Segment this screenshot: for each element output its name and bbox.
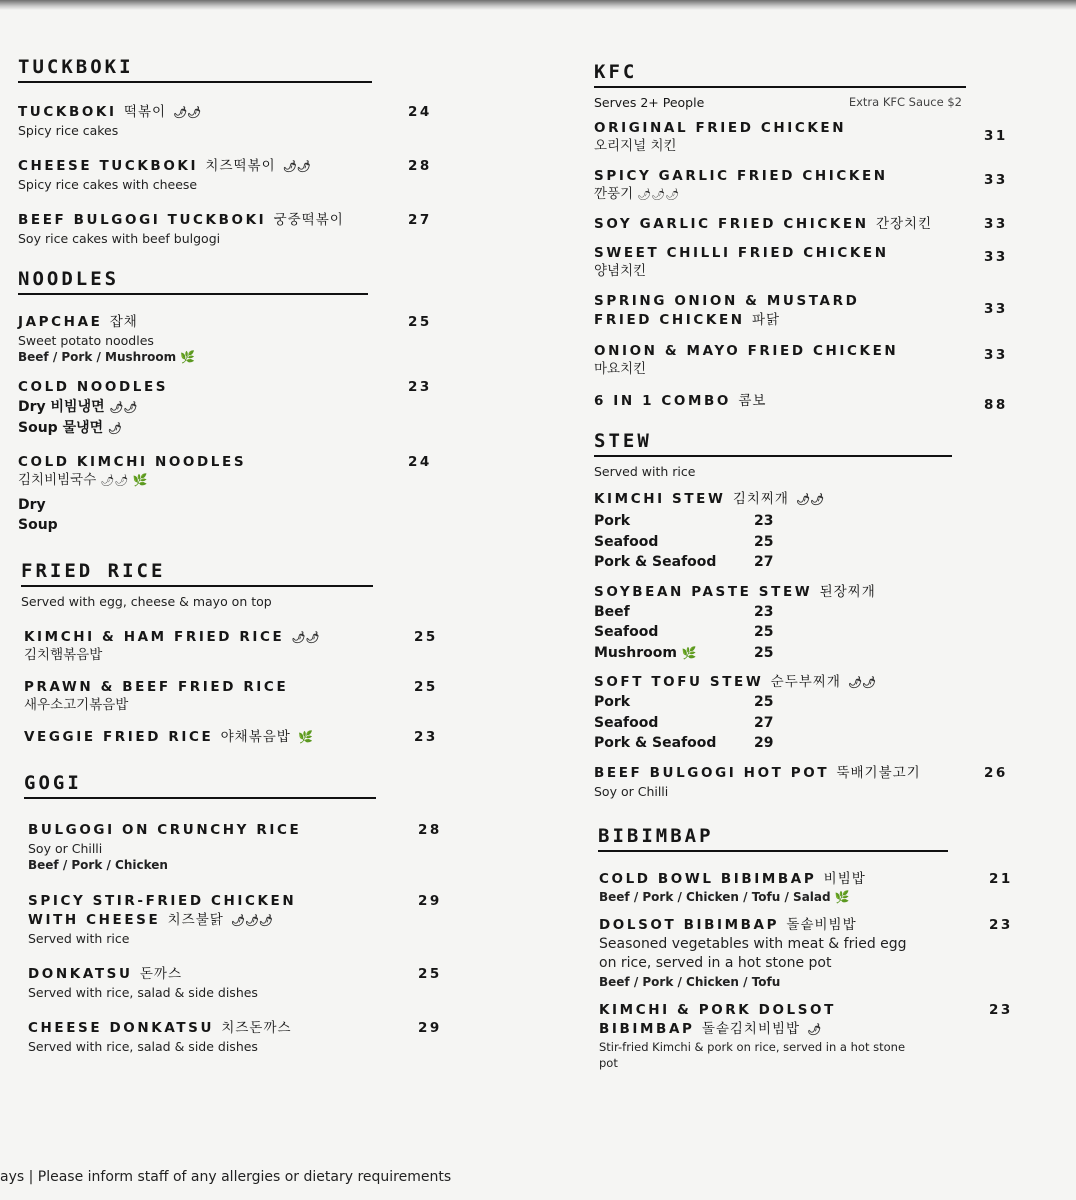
variant-price: 25 <box>754 624 774 640</box>
item-korean-name: 양념치킨 <box>594 263 647 279</box>
item-name-line2: BIBIMBAP <box>599 1020 695 1037</box>
variant-row <box>594 511 1024 532</box>
item-korean-name: 오리지널 치킨 <box>594 138 677 154</box>
item-variant: Dry <box>18 497 46 513</box>
menu-item <box>594 342 1024 378</box>
item-korean-name: 궁중떡볶이 <box>273 212 344 228</box>
item-korean-name: 간장치킨 <box>875 216 933 232</box>
item-name: SWEET CHILLI FRIED CHICKEN <box>594 245 889 261</box>
section-divider <box>18 293 368 295</box>
item-description: Served with rice <box>28 931 130 946</box>
chilli-icon: 🌶🌶 <box>291 631 320 644</box>
item-price: 28 <box>418 822 442 838</box>
noodles-items <box>18 313 448 535</box>
item-description: Served with rice, salad & side dishes <box>28 985 258 1000</box>
section-tuckboki <box>18 55 372 83</box>
chilli-icon: 🌶🌶 <box>796 493 825 506</box>
variant-label: Pork & Seafood <box>594 554 717 570</box>
section-title: STEW <box>594 430 652 452</box>
item-options: Beef / Pork / Mushroom <box>18 350 177 364</box>
item-price: 25 <box>414 679 438 695</box>
menu-item <box>18 157 448 193</box>
menu-item <box>18 103 448 139</box>
item-price: 23 <box>408 379 432 395</box>
variant-label: Mushroom <box>594 644 677 661</box>
item-korean-name: 야채볶음밥 <box>220 729 291 745</box>
variant-price: 27 <box>754 554 774 570</box>
menu-item <box>594 583 1024 664</box>
item-name: ORIGINAL FRIED CHICKEN <box>594 120 847 136</box>
item-korean-name: 떡볶이 <box>123 104 167 120</box>
item-name: KIMCHI & PORK DOLSOT <box>599 1001 836 1018</box>
item-description: Served with rice, salad & side dishes <box>28 1039 258 1054</box>
fried-rice-items <box>24 628 454 747</box>
item-description: Soy rice cakes with beef bulgogi <box>18 231 221 246</box>
item-name: TUCKBOKI <box>18 104 117 120</box>
section-note: Served with egg, cheese & mayo on top <box>21 594 272 609</box>
menu-item <box>594 244 1024 280</box>
item-name: DOLSOT BIBIMBAP <box>599 916 780 933</box>
variant-row <box>594 733 1024 754</box>
variant-row <box>594 692 1024 713</box>
menu-right-column <box>594 60 1034 1071</box>
menu-item <box>28 892 458 947</box>
item-name-line2: FRIED CHICKEN <box>594 312 745 328</box>
section-stew <box>594 429 952 480</box>
item-korean-name: 비빔밥 <box>823 870 866 887</box>
vegetarian-leaf-icon: 🌿 <box>681 645 697 660</box>
menu-item <box>594 673 1024 754</box>
item-description: Spicy rice cakes with cheese <box>18 177 198 192</box>
item-name: 6 IN 1 COMBO <box>594 393 731 409</box>
menu-item <box>28 821 458 874</box>
menu-item <box>28 965 458 1001</box>
chilli-icon: 🌶🌶 <box>173 106 202 119</box>
item-price: 25 <box>414 629 438 645</box>
menu-item <box>18 378 448 439</box>
menu-item <box>594 292 1024 330</box>
menu-item <box>18 453 448 535</box>
item-price: 21 <box>989 870 1013 887</box>
extra-sauce-note: Extra KFC Sauce $2 <box>848 95 962 109</box>
variant-price: 25 <box>754 694 774 710</box>
menu-left-column <box>18 55 458 1055</box>
menu-item <box>24 628 454 664</box>
item-name: SOY GARLIC FRIED CHICKEN <box>594 216 869 232</box>
variant-row <box>594 602 1024 623</box>
chilli-icon: 🌶🌶 <box>848 676 877 689</box>
chilli-icon: 🌶 <box>108 422 122 435</box>
serves-note: Serves 2+ People <box>594 95 705 110</box>
item-name: BEEF BULGOGI TUCKBOKI <box>18 212 267 228</box>
item-price: 26 <box>984 764 1008 781</box>
menu-item <box>18 211 448 247</box>
item-price: 25 <box>408 314 432 330</box>
item-name: COLD NOODLES <box>18 379 169 395</box>
item-name: COLD KIMCHI NOODLES <box>18 454 247 470</box>
variant-label: Pork <box>594 694 631 710</box>
item-description: Spicy rice cakes <box>18 123 119 138</box>
item-options: Beef / Pork / Chicken / Tofu / Salad <box>599 889 831 904</box>
item-price: 33 <box>984 216 1008 232</box>
item-korean-name: 새우소고기볶음밥 <box>24 697 129 713</box>
section-title: TUCKBOKI <box>18 56 134 78</box>
item-korean-name: 순두부찌개 <box>770 674 841 690</box>
menu-item <box>594 764 1024 800</box>
item-name: BULGOGI ON CRUNCHY RICE <box>28 822 302 838</box>
item-korean-name: 돌솥비빔밥 <box>786 916 857 933</box>
section-title: KFC <box>594 61 638 83</box>
item-price: 23 <box>989 1001 1013 1018</box>
section-divider <box>18 81 372 83</box>
section-divider <box>21 585 373 587</box>
chilli-icon: 🌶🌶 <box>100 474 129 487</box>
menu-item <box>594 215 1024 234</box>
item-name-line2: WITH CHEESE <box>28 912 161 928</box>
item-description: Sweet potato noodles <box>18 333 154 348</box>
item-name: BEEF BULGOGI HOT POT <box>594 764 830 781</box>
menu-item <box>18 313 448 366</box>
item-price: 33 <box>984 249 1008 265</box>
item-price: 24 <box>408 104 432 120</box>
item-korean-name: 돈까스 <box>139 966 182 982</box>
item-name: SPRING ONION & MUSTARD <box>594 293 860 309</box>
item-korean-name: 마요치킨 <box>594 361 647 377</box>
item-name: SOYBEAN PASTE STEW <box>594 583 813 600</box>
item-price: 31 <box>984 128 1008 144</box>
item-name: SPICY STIR-FRIED CHICKEN <box>28 893 297 909</box>
gogi-items <box>28 821 458 1055</box>
item-description: Stir-fried Kimchi & pork on rice, served in a hot stone pot <box>599 1039 906 1070</box>
item-options: Beef / Pork / Chicken <box>28 858 168 872</box>
item-description: Seasoned vegetables with meat & fried egg on rice, served in a hot stone pot <box>599 935 907 971</box>
item-variant: Dry 비빔냉면 <box>18 399 105 415</box>
section-gogi <box>24 771 376 799</box>
variant-price: 23 <box>754 513 774 529</box>
item-name: COLD BOWL BIBIMBAP <box>599 870 817 887</box>
item-korean-name: 파닭 <box>752 312 781 328</box>
item-korean-name: 치즈돈까스 <box>221 1020 292 1036</box>
variant-label: Seafood <box>594 714 659 731</box>
item-korean-name: 콤보 <box>738 393 767 409</box>
item-description: Soy or Chilli <box>594 783 669 799</box>
menu-item <box>599 870 1029 906</box>
vegetarian-leaf-icon: 🌿 <box>180 350 196 364</box>
item-price: 88 <box>984 397 1008 413</box>
vegetarian-leaf-icon: 🌿 <box>834 889 850 904</box>
item-name: DONKATSU <box>28 966 133 982</box>
item-name: SOFT TOFU STEW <box>594 674 764 690</box>
kfc-note <box>594 94 962 111</box>
variant-label: Pork <box>594 513 631 529</box>
section-title: BIBIMBAP <box>598 824 714 847</box>
section-fried-rice <box>21 559 373 610</box>
item-korean-name: 치즈불닭 <box>167 912 224 928</box>
item-price: 24 <box>408 454 432 470</box>
variant-row <box>594 622 1024 643</box>
section-title: NOODLES <box>18 268 120 290</box>
section-divider <box>598 850 948 852</box>
item-variant: Soup 물냉면 <box>18 420 104 436</box>
menu-item <box>599 1001 1029 1071</box>
section-bibimbap <box>598 824 948 852</box>
item-name: CHEESE DONKATSU <box>28 1020 215 1036</box>
item-korean-name: 잡채 <box>109 314 138 330</box>
menu-item <box>28 1019 458 1055</box>
menu-item <box>594 167 1024 203</box>
item-name: KIMCHI & HAM FRIED RICE <box>24 629 285 645</box>
section-divider <box>594 455 952 457</box>
item-price: 25 <box>418 966 442 982</box>
section-divider <box>594 86 966 88</box>
menu-item <box>594 490 1024 573</box>
variant-price: 29 <box>754 735 774 751</box>
item-options: Beef / Pork / Chicken / Tofu <box>599 974 781 989</box>
item-korean-name: 깐풍기 <box>594 186 634 202</box>
variant-label: Seafood <box>594 533 659 550</box>
menu-item <box>594 392 1024 411</box>
item-price: 29 <box>418 893 442 909</box>
item-korean-name: 치즈떡볶이 <box>205 158 276 174</box>
section-note: Served with rice <box>594 464 696 479</box>
menu-top-edge <box>0 0 1076 10</box>
variant-label: Beef <box>594 603 630 620</box>
menu-item <box>24 678 454 714</box>
item-price: 23 <box>989 916 1013 933</box>
item-name: SPICY GARLIC FRIED CHICKEN <box>594 168 888 184</box>
section-divider <box>24 797 376 799</box>
item-korean-name: 김치비빔국수 <box>18 472 97 488</box>
vegetarian-leaf-icon: 🌿 <box>132 473 148 487</box>
item-name: CHEESE TUCKBOKI <box>18 158 199 174</box>
vegetarian-leaf-icon: 🌿 <box>298 730 316 744</box>
item-price: 33 <box>984 172 1008 188</box>
variant-label: Seafood <box>594 624 659 640</box>
item-name: PRAWN & BEEF FRIED RICE <box>24 679 289 695</box>
menu-item <box>24 728 454 747</box>
allergy-footer-note: ays | Please inform staff of any allergies or dietary requirements <box>0 1169 452 1185</box>
item-name: ONION & MAYO FRIED CHICKEN <box>594 343 899 359</box>
variant-row <box>594 552 1024 573</box>
item-price: 27 <box>408 212 432 228</box>
variant-price: 23 <box>754 603 774 620</box>
menu-item <box>594 119 1024 155</box>
variant-row <box>594 643 1024 664</box>
variant-row <box>594 532 1024 553</box>
item-name: JAPCHAE <box>18 314 103 330</box>
item-price: 33 <box>984 301 1008 317</box>
item-description: Soy or Chilli <box>28 841 103 856</box>
chilli-icon: 🌶🌶🌶 <box>231 914 274 927</box>
stew-items <box>594 490 1024 800</box>
bibimbap-items <box>599 870 1029 1071</box>
chilli-icon: 🌶🌶 <box>109 401 138 414</box>
item-korean-name: 김치찌개 <box>732 491 789 507</box>
chilli-icon: 🌶🌶 <box>282 160 311 173</box>
menu-item <box>599 916 1029 991</box>
item-price: 23 <box>414 729 438 745</box>
variant-price: 27 <box>754 714 774 731</box>
variant-label: Pork & Seafood <box>594 735 717 751</box>
section-noodles <box>18 267 368 295</box>
variant-price: 25 <box>754 533 774 550</box>
section-title: GOGI <box>24 772 82 794</box>
item-variant: Soup <box>18 517 58 533</box>
section-title: FRIED RICE <box>21 560 166 582</box>
item-price: 28 <box>408 158 432 174</box>
chilli-icon: 🌶 <box>807 1022 822 1036</box>
item-korean-name: 돌솥김치비빔밥 <box>701 1020 801 1037</box>
variant-price: 25 <box>754 644 774 661</box>
item-name: KIMCHI STEW <box>594 491 726 507</box>
chilli-icon: 🌶🌶🌶 <box>637 188 680 201</box>
item-name: VEGGIE FRIED RICE <box>24 729 214 745</box>
item-price: 29 <box>418 1020 442 1036</box>
item-korean-name: 된장찌개 <box>819 583 876 600</box>
tuckboki-items <box>18 103 448 247</box>
section-kfc <box>594 60 966 88</box>
kfc-items <box>594 119 1024 411</box>
variant-row <box>594 713 1024 734</box>
item-korean-name: 뚝배기불고기 <box>836 764 921 781</box>
item-korean-name: 김치햄볶음밥 <box>24 647 103 663</box>
item-price: 33 <box>984 347 1008 363</box>
